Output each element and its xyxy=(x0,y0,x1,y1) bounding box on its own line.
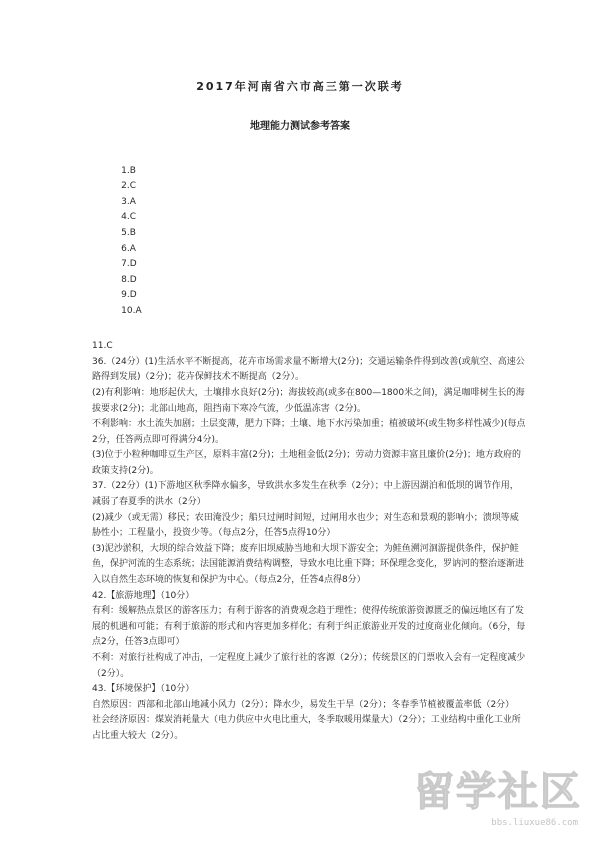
document-title: 2017年河南省六市高三第一次联考 xyxy=(196,80,404,93)
section-heading: 42.【旅游地理】（10分） xyxy=(92,590,195,601)
section-heading: 43.【环境保护】（10分） xyxy=(92,684,195,695)
answer-paragraph: 36.（24分）(1)生活水平不断提高，花卉市场需求量不断增大(2分)；交通运输条件得到改善(或航空、高速公路得到发展)（2分)；花卉保鲜技术不断提高（2分）。 xyxy=(92,356,525,383)
choice-answers-row-1 xyxy=(92,148,527,335)
watermark-url: bbs.liuxue86.com xyxy=(491,818,578,828)
answer-paragraph: (3)泥沙淤积，大坝的综合效益下降；废弃旧坝威胁当地和大坝下游安全；为鲑鱼溯河洄游提供条件，保护鲑鱼，保护河流的生态系统；法国能源消费结构调整，导致水电比重下降；环保理念变化，罗讷河的整治逐渐进入以自然生态环境的恢复和保护为中心。（每点2分，任答4点得8分） xyxy=(92,543,525,586)
choice-answer: 7.D xyxy=(121,259,137,270)
choice-answer: 5.B xyxy=(121,227,136,238)
answer-paragraph: 社会经济原因：煤炭消耗量大（电力供应中火电比重大，冬季取暖用煤量大）（2分）；工业结构中重化工业所占比重大较大（2分）。 xyxy=(92,715,521,741)
answer-body xyxy=(92,148,527,745)
choice-answers-row-2: 11.C xyxy=(92,341,113,352)
choice-answer: 10.A xyxy=(121,305,142,316)
choice-answer: 4.C xyxy=(121,212,137,223)
choice-answer: 1.B xyxy=(121,165,136,176)
document-subtitle: 地理能力测试参考答案 xyxy=(250,121,350,132)
answer-paragraph: (2)减少（或无需）移民；农田淹没少；船只过闸时间短，过闸用水也少；对生态和景观的影响小；溃坝等威胁性小；工程量小，投资少等。（每点2分，任答5点得10分） xyxy=(92,512,519,539)
site-watermark xyxy=(392,754,582,832)
answer-paragraph: (2)有利影响：地形起伏大，土壤排水良好(2分)；海拔较高(或多在800—1800米之间)，满足咖啡树生长的海拔要求(2分)；北部山地高，阻挡南下寒冷气流，少低温冻害（2分)。 xyxy=(92,387,525,414)
choice-answer: 9.D xyxy=(121,290,137,301)
choice-answer: 8.D xyxy=(121,274,137,285)
answer-paragraph: 37.（22分）(1)下游地区秋季降水偏多，导致洪水多发生在秋季（2分）；中上游因湖泊和低坝的调节作用，减弱了春夏季的洪水（2分） xyxy=(92,481,519,508)
answer-paragraph: (3)位于小粒种咖啡豆生产区，原料丰富(2分)；土地租金低(2分)；劳动力资源丰富且廉价(2分)；地方政府的政策支持(2分)。 xyxy=(92,450,521,476)
watermark-logo: 留学社区 xyxy=(414,769,582,815)
answer-paragraph: 不利：对旅行社构成了冲击，一定程度上减少了旅行社的客源（2分）；传统景区的门票收入会有一定程度减少（2分）。 xyxy=(92,653,526,679)
choice-answer: 2.C xyxy=(121,181,137,192)
choice-answer: 6.A xyxy=(121,243,136,254)
answer-paragraph: 有利：缓解热点景区的游客压力；有利于游客的消费观念趋于理性；使得传统旅游资源匮乏的偏远地区有了发展的机遇和可能；有利于旅游的形式和内容更加多样化；有利于纠正旅游业开发的过度商业化倾向。（6分，每点2分，任答3点即可） xyxy=(92,606,526,648)
answer-paragraph: 自然原因：西部和北部山地减小风力（2分）；降水少，易发生干旱（2分）；冬春季节植被覆盖率低（2分） xyxy=(92,699,515,710)
choice-answer: 3.A xyxy=(121,196,136,207)
answer-paragraph: 不利影响：水土流失加剧；土层变薄，肥力下降；土壤、地下水污染加重；植被破坏(或生物多样性减少)(每点2分，任答两点即可得满分4分)。 xyxy=(92,419,526,445)
